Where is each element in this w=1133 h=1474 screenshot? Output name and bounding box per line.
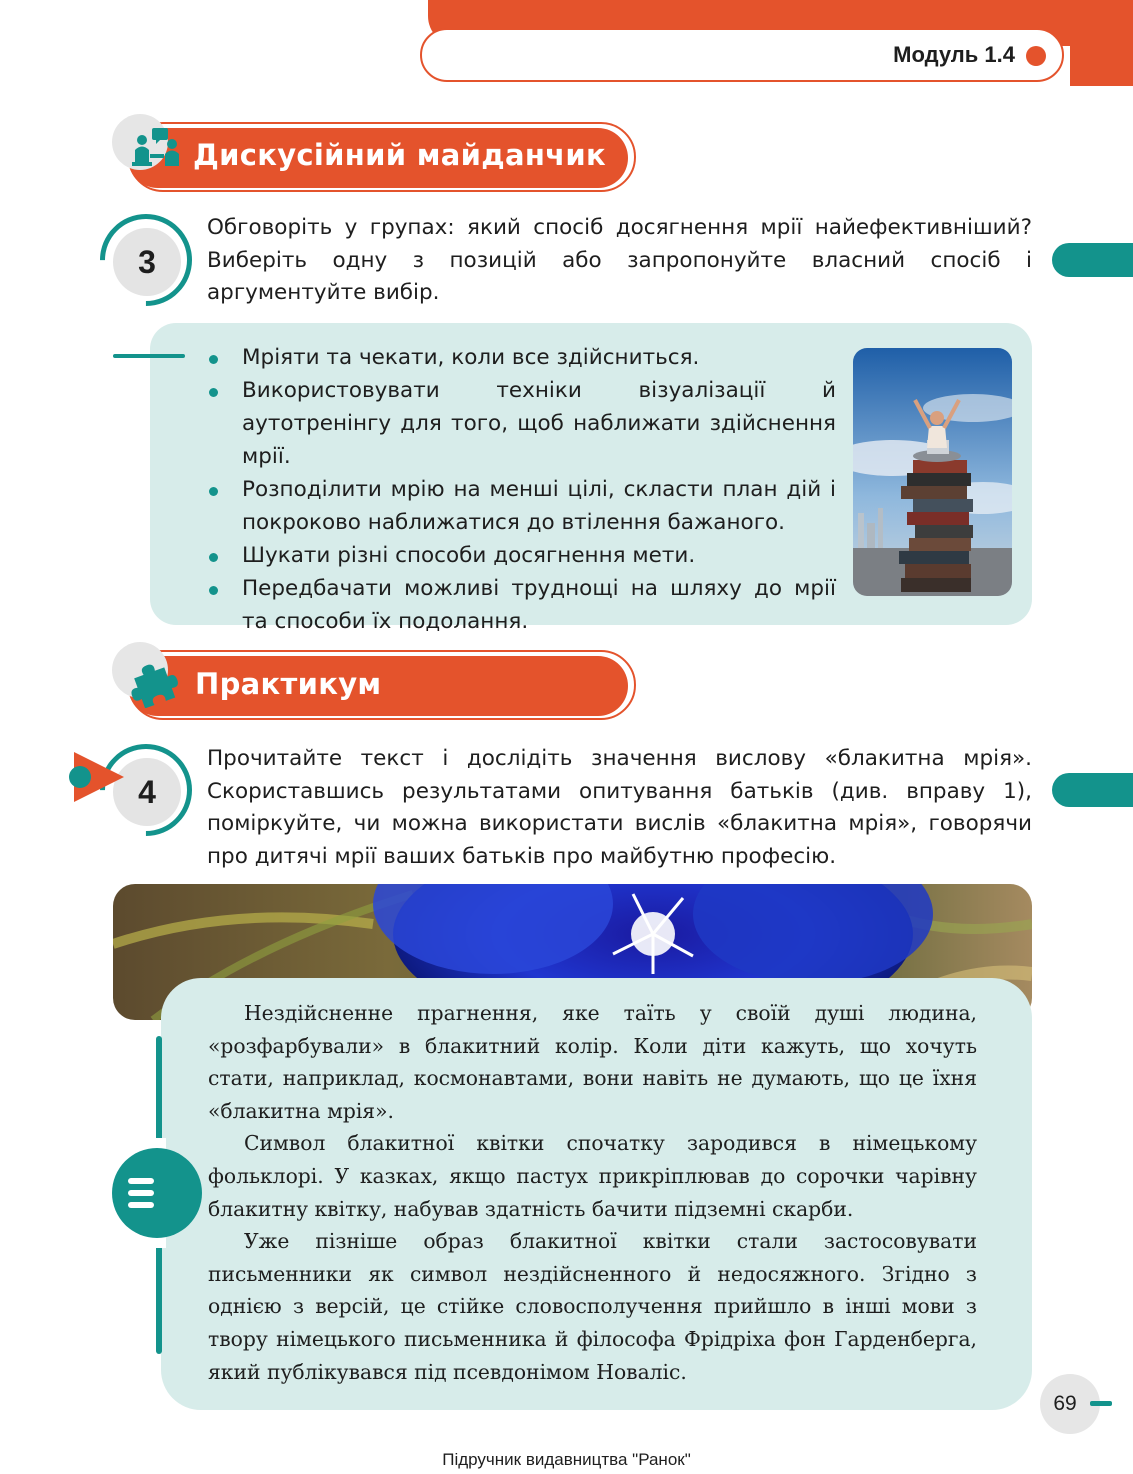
page-number: 69 [1053, 1392, 1077, 1415]
side-tab-marker [1052, 773, 1133, 807]
text-lines-icon [112, 1148, 202, 1238]
reading-paragraph: Нездійсненне прагнення, яке таїть у своїй душі людина, «розфарбували» в блакитний колір. Коли діти кажуть, що хочуть стати, наприклад, космонавтами, вони навіть не думають, що це їхня «блакитна мрія». [208, 1001, 977, 1123]
reading-paragraph: Уже пізніше образ блакитної квітки стали застосовувати письменники як символ нездійсненного й недосяжного. Згідно з однією з версій, це стійке словосполучення прийшло в інші мови з твору німецького письменника й філософа Фрідріха фон Гарденберга, який публікувався під псевдонімом Новаліс. [208, 1229, 977, 1384]
section-title-practicum: Практикум [195, 667, 382, 701]
options-list [207, 341, 836, 638]
reading-text [208, 997, 977, 1388]
photo-woman-on-books [853, 348, 1012, 596]
list-item: Шукати різні способи досягнення мети. [207, 539, 836, 572]
reading-paragraph: Символ блакитної квітки спочатку зародився в німецькому фольклорі. У казках, якщо пастух прикріплював до сорочки чарівну блакитну квітку, набував здатність бачити підземні скарби. [208, 1131, 977, 1221]
puzzle-icon [128, 660, 180, 708]
task-number-4: 4 [138, 774, 156, 810]
task4-text: Прочитайте текст і дослідіть значення вислову «блакитна мрія». Скориставшись результатами опитування батьків (див. вправу 1), поміркуйте, чи можна використати вислів «блакитна мрія», говорячи про дитячі мрії ваших батьків про майбутню професію. [207, 746, 1032, 869]
list-item: Передбачати можливі труднощі на шляху до мрії та способи їх подолання. [207, 572, 836, 638]
list-item: Використовувати техніки візуалізації й аутотренінгу для того, щоб наближати здійснення мрії. [207, 374, 836, 473]
side-tab-marker [1052, 243, 1133, 277]
panel-accent-line [113, 354, 185, 358]
task-number-3: 3 [138, 244, 156, 280]
list-item: Розподілити мрію на менші цілі, скласти план дій і покроково наближатися до втілення бажаного. [207, 473, 836, 539]
module-dot [1026, 46, 1046, 66]
header-decor-corner [1070, 0, 1133, 86]
list-item: Мріяти та чекати, коли все здійсниться. [207, 341, 836, 374]
discussion-people-icon [130, 126, 184, 170]
page-number-dash [1090, 1401, 1112, 1406]
module-label: Модуль 1.4 [893, 42, 1015, 67]
task3-text: Обговоріть у групах: який спосіб досягнення мрії найефективніший? Виберіть одну з позицій або запропонуйте власний спосіб і аргументуйте вибір. [207, 215, 1032, 305]
section-title-discussion: Дискусійний майданчик [193, 138, 606, 172]
publisher-footer: Підручник видавництва "Ранок" [442, 1450, 691, 1469]
